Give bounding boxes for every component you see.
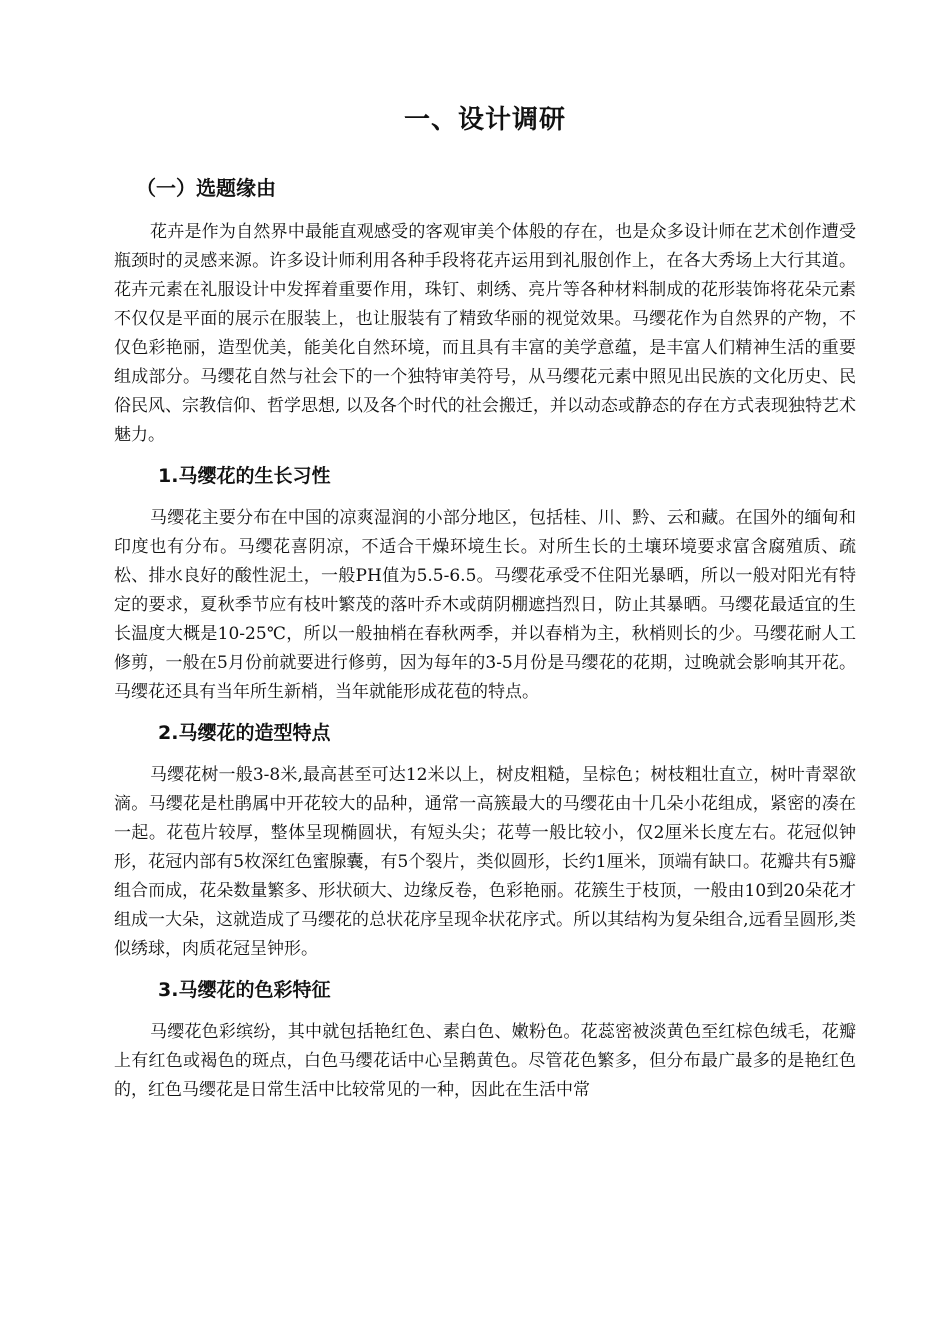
subsection-title-shape: 2.马缨花的造型特点 bbox=[158, 722, 331, 744]
paragraph-shape: 马缨花树一般3-8米,最高甚至可达12米以上，树皮粗糙，呈棕色；树枝粗壮直立，树叶青翠欲滴。马缨花是杜鹃属中开花较大的品种，通常一高簇最大的马缨花由十几朵小花组成，紧密的凑在一起。花苞片较厚，整体呈现椭圆状，有短头尖；花萼一般比较小，仅2厘米长度左右。花冠似钟形，花冠内部有5枚深红色蜜腺囊，有5个裂片，类似圆形，长约1厘米，顶端有缺口。花瓣共有5瓣组合而成，花朵数量繁多、形状硕大、边缘反卷，色彩艳丽。花簇生于枝顶，一般由10到20朵花才组成一大朵，这就造成了马缨花的总状花序呈现伞状花序式。所以其结构为复朵组合,远看呈圆形,类似绣球，肉质花冠呈钟形。 bbox=[114, 765, 856, 959]
subsection-title-growth: 1.马缨花的生长习性 bbox=[158, 465, 331, 487]
section-title: （一）选题缘由 bbox=[136, 176, 276, 200]
intro-paragraph: 花卉是作为自然界中最能直观感受的客观审美个体般的存在，也是众多设计师在艺术创作遭受瓶颈时的灵感来源。许多设计师利用各种手段将花卉运用到礼服创作上，在各大秀场上大行其道。花卉元素在礼服设计中发挥着重要作用，珠钉、刺绣、亮片等各种材料制成的花形装饰将花朵元素不仅仅是平面的展示在服装上，也让服装有了精致华丽的视觉效果。马缨花作为自然界的产物，不仅色彩艳丽，造型优美，能美化自然环境，而且具有丰富的美学意蕴，是丰富人们精神生活的重要组成部分。马缨花自然与社会下的一个独特审美符号，从马缨花元素中照见出民族的文化历史、民俗民风、宗教信仰、哲学思想, 以及各个时代的社会搬迁，并以动态或静态的存在方式表现独特艺术魅力。 bbox=[114, 222, 856, 445]
paragraph-color: 马缨花色彩缤纷，其中就包括艳红色、素白色、嫩粉色。花蕊密被淡黄色至红棕色绒毛，花瓣上有红色或褐色的斑点，白色马缨花话中心呈鹅黄色。尽管花色繁多，但分布最广最多的是艳红色的，红色马缨花是日常生活中比较常见的一种，因此在生活中常 bbox=[114, 1022, 856, 1100]
chapter-title: 一、设计调研 bbox=[403, 105, 566, 135]
paragraph-growth: 马缨花主要分布在中国的凉爽湿润的小部分地区，包括桂、川、黔、云和藏。在国外的缅甸和印度也有分布。马缨花喜阴凉，不适合干燥环境生长。对所生长的土壤环境要求富含腐殖质、疏松、排水良好的酸性泥土，一般PH值为5.5-6.5。马缨花承受不住阳光暴晒，所以一般对阳光有特定的要求，夏秋季节应有枝叶繁茂的落叶乔木或荫阴棚遮挡烈日，防止其暴晒。马缨花最适宜的生长温度大概是10-25℃，所以一般抽梢在春秋两季，并以春梢为主，秋梢则长的少。马缨花耐人工修剪，一般在5月份前就要进行修剪，因为每年的3-5月份是马缨花的花期，过晚就会影响其开花。马缨花还具有当年所生新梢，当年就能形成花苞的特点。 bbox=[114, 508, 856, 702]
subsection-title-color: 3.马缨花的色彩特征 bbox=[158, 979, 331, 1001]
document-page bbox=[114, 96, 856, 1105]
